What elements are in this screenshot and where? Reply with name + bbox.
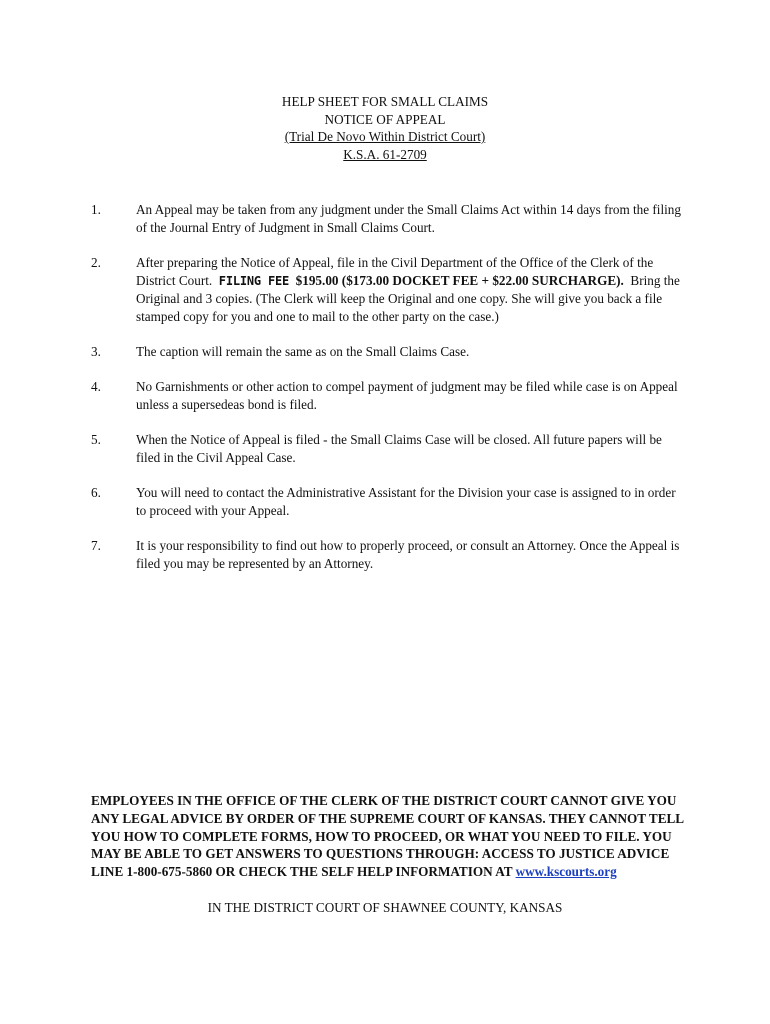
- item-number: 3.: [91, 344, 101, 359]
- list-item: [91, 431, 683, 467]
- item-number: 6.: [91, 485, 101, 500]
- item-number: 7.: [91, 538, 101, 553]
- item-number: 1.: [91, 202, 101, 217]
- legal-advice-notice: [91, 792, 691, 881]
- item-number: 4.: [91, 379, 101, 394]
- item-text: [136, 254, 683, 326]
- title-line-2: NOTICE OF APPEAL: [324, 111, 446, 127]
- list-item: [91, 537, 683, 573]
- statute-reference: K.S.A. 61-2709: [343, 146, 427, 162]
- item-number: 5.: [91, 432, 101, 447]
- filing-fee-label: FILING FEE: [218, 274, 290, 288]
- filing-fee-amount: $195.00 ($173.00 DOCKET FEE + $22.00 SURCHARGE).: [295, 273, 624, 288]
- item-text: When the Notice of Appeal is filed - the Small Claims Case will be closed. All future papers will be filed in the Civil Appeal Case.: [136, 432, 662, 465]
- list-item: [91, 254, 683, 326]
- item-text-before: After preparing the Notice of Appeal, file in the Civil Department of the Office of the Clerk of the District Court.: [136, 255, 654, 288]
- list-item: [91, 484, 683, 520]
- item-number: 2.: [91, 255, 101, 270]
- item-text: No Garnishments or other action to compel payment of judgment may be filed while case is on Appeal unless a supersedeas bond is filed.: [136, 379, 678, 412]
- list-item: [91, 378, 683, 414]
- list-item: [91, 201, 683, 237]
- list-item: [91, 343, 683, 361]
- title-line-1: HELP SHEET FOR SMALL CLAIMS: [281, 94, 489, 109]
- title-line-3: (Trial De Novo Within District Court): [284, 129, 486, 144]
- item-text-after: Bring the Original and 3 copies. (The Clerk will keep the Original and one copy. She will give you back a file stamped copy for you and one to mail to the other party on the case.): [136, 273, 680, 324]
- document-title: [0, 93, 770, 163]
- notice-text: EMPLOYEES IN THE OFFICE OF THE CLERK OF THE DISTRICT COURT CANNOT GIVE YOU ANY LEGAL ADVICE BY ORDER OF THE SUPREME COURT OF KANSAS. THEY CANNOT TELL YOU HOW TO COMPLETE FORMS, HOW TO PROCEED, OR WHAT YOU NEED TO FILE. YOU MAY BE ABLE TO GET ANSWERS TO QUESTIONS THROUGH: ACCESS TO JUSTICE ADVICE LINE 1-800-675-5860 OR CHECK THE SELF HELP INFORMATION AT: [91, 793, 684, 880]
- item-text: You will need to contact the Administrative Assistant for the Division your case is assigned to in order to proceed with your Appeal.: [136, 485, 676, 518]
- kscourts-link[interactable]: www.kscourts.org: [515, 864, 617, 880]
- court-name-line: IN THE DISTRICT COURT OF SHAWNEE COUNTY, KANSAS: [207, 900, 563, 915]
- item-text: An Appeal may be taken from any judgment under the Small Claims Act within 14 days from the filing of the Journal Entry of Judgment in Small Claims Court.: [136, 202, 681, 235]
- item-text: It is your responsibility to find out how to properly proceed, or consult an Attorney. Once the Appeal is filed you may be represented by an Attorney.: [136, 538, 680, 571]
- item-text: The caption will remain the same as on the Small Claims Case.: [136, 344, 470, 359]
- instruction-list: [91, 201, 683, 590]
